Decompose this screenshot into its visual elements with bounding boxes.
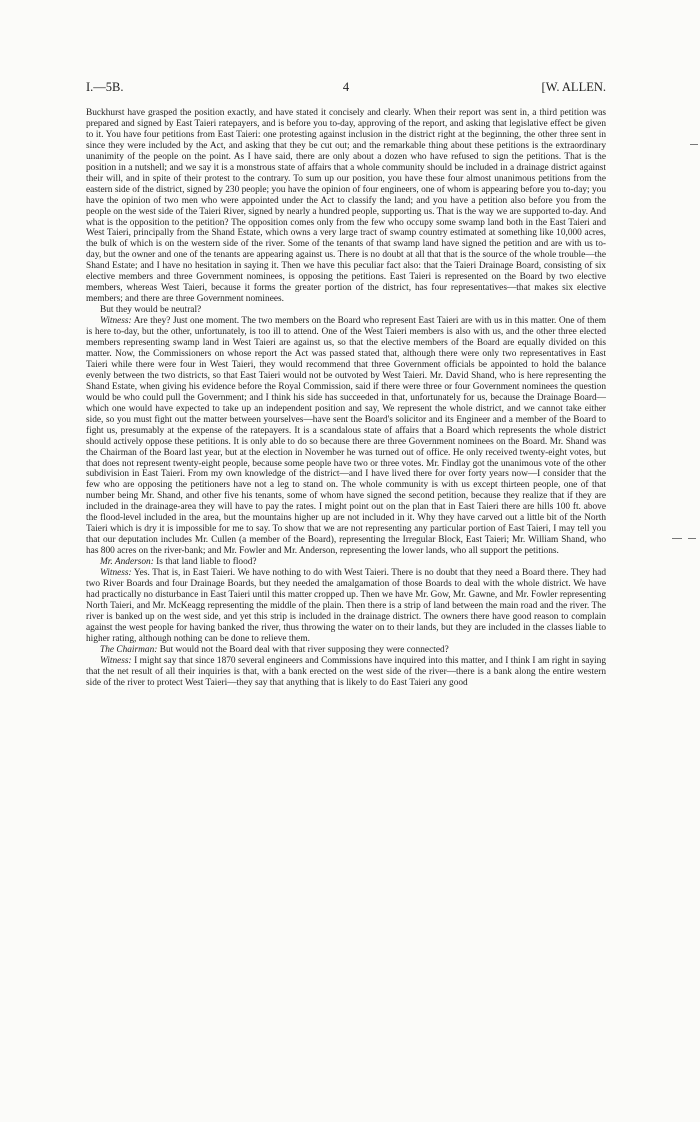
margin-mark xyxy=(672,538,682,539)
paragraph-text: Buckhurst have grasped the position exactly, and have stated it concisely and clearly. When their report was sent in, a third petition was prepared and signed by East Taieri ratepayers, and is before you to-day, approving of the report, and asking that legislative effect be given to it. You have four petitions from East Taieri: one protesting against inclusion in the district right at the beginning, the other three sent in since they were included by the Act, and asking that they be cut out; and the remarkable thing about these petitions is the extraordinary unanimity of the people on the point. As I have said, there are only about a dozen who have refused to sign the petitions. That is the position in a nutshell; and we say it is a monstrous state of affairs that a whole community should be included in a drainage district against their will, and in spite of their protest to the contrary. To sum up our position, you have these four almost unanimous petitions from the eastern side of the district, signed by 230 people; you have the opinion of four engineers, one of whom is appearing before you to-day; you have the opinion of two men who were appointed under the Act to classify the land; and you have a petition also before you from the people on the west side of the Taieri River, signed by nearly a hundred people, supporting us. That is the way we are supported to-day. And what is the opposition to the petition? The opposition comes only from the few who occupy some swamp land both in the East Taieri and West Taieri, principally from the Shand Estate, which owns a very large tract of swamp country estimated at something like 10,000 acres, the bulk of which is on the western side of the river. Some of the tenants of that swamp land have signed the petition and are with us to-day, but the owner and one of the tenants are appearing against us. There is no doubt at all that that is the source of the whole trouble—the Shand Estate; and I have no hesitation in saying it. Then we have this peculiar fact also: that the Taieri Drainage Board, consisting of six elective members and three Government nominees, is opposing the petitions. East Taieri is represented on the Board by two elective members, whereas West Taieri, because it forms the greater portion of the district, has four representatives—that makes six elective members; and there are three Government nominees. xyxy=(86,108,606,305)
document-body xyxy=(86,108,606,689)
paragraph-text: Are they? Just one moment. The two members on the Board who represent East Taieri are with us in this matter. One of them is here to-day, but the other, unfortunately, is too ill to attend. One of the West Taieri members is also with us, and the other three elected members representing swamp land in West Taieri are against us, so that the elective members of the Board are equally divided on this matter. Now, the Commissioners on whose report the Act was passed stated that, although there were only two representatives in East Taieri while there were four in West Taieri, they would recommend that three Government officials be appointed to hold the balance evenly between the two districts, so that East Taieri would not be outvoted by West Taieri. Mr. David Shand, who is here representing the Shand Estate, when giving his evidence before the Royal Commission, said if there were three or four Government nominees the question would be who could pull the Government; and I think his side has succeeded in that, unfortunately for us, because the Drainage Board—which one would have expected to take up an independent position and say, We represent the whole district, and we cannot take either side, so you must fight out the matter between yourselves—have sent the Board's solicitor and its Engineer and a member of the Board to fight us, presumably at the expense of the ratepayers. It is a scandalous state of affairs that a Board which represents the whole district should actively oppose these petitions. It is only able to do so because there are three Government nominees on the Board. Mr. Shand was the Chairman of the Board last year, but at the election in November he was turned out of office. He only received twenty-eight votes, but that does not represent twenty-eight people, because some people have two or three votes. Mr. Findlay got the unanimous vote of the other subdivision in East Taieri. From my own knowledge of the district—and I have lived there for over forty years now—I consider that the few who are opposing the petitioners have not a leg to stand on. The whole community is with us except thirteen people, one of that number being Mr. Shand, and other five his tenants, some of whom have signed the second petition, because they realize that if they are included in the drainage-area they will have to pay the rates. I might point out on the plan that in East Taieri there are hills 100 ft. above the flood-level included in the area, but the mountains higher up are not included in it. Why they have carved out a little bit of the North Taieri which is dry it is impossible for me to say. To show that we are not representing any particular portion of East Taieri, I may tell you that our deputation includes Mr. Cullen (a member of the Board), representing the Irregular Block, East Taieri; Mr. William Shand, who has 800 acres on the river-bank; and Mr. Fowler and Mr. Anderson, representing the lower lands, who all support the petitions. xyxy=(86,316,606,557)
paragraph-text: But they would be neutral? xyxy=(100,305,202,316)
paragraph xyxy=(86,316,606,557)
speaker-label: The Chairman: xyxy=(100,644,158,655)
paragraph xyxy=(86,108,606,305)
page-number: 4 xyxy=(342,80,350,94)
paragraph xyxy=(86,656,606,689)
page-header xyxy=(86,80,606,98)
paragraph-text: Yes. That is, in East Taieri. We have nothing to do with West Taieri. There is no doubt that they need a Board there. They had two River Boards and four Drainage Boards, but they needed the amalgamation of those Boards to deal with the whole district. We have had practically no disturbance in East Taieri until this matter cropped up. Then we have Mr. Gow, Mr. Gawne, and Mr. Fowler representing North Taieri, and Mr. McKeagg representing the middle of the plain. Then there is a strip of land between the main road and the river. The river is banked up on the west side, and yet this strip is included in the drainage district. The owners there have good reason to complain against the west people for having banked the river, thus throwing the water on to their lands, but they are included in the classes liable to higher rating, although nothing can be done to relieve them. xyxy=(86,568,606,644)
paragraph xyxy=(86,305,606,316)
paragraph-text: Is that land liable to flood? xyxy=(156,557,257,568)
paragraph-text: I might say that since 1870 several engineers and Commissions have inquired into this matter, and I think I am right in saying that the net result of all their inquiries is that, with a bank erected on the west side of the river—there is a bank along the entire western side of the river to protect West Taieri—they say that anything that is likely to do East Taieri any good xyxy=(86,655,607,688)
speaker-label: Witness: xyxy=(100,568,132,579)
paragraph xyxy=(86,645,606,656)
document-reference: I.—5B. xyxy=(86,80,124,94)
speaker-label: Witness: xyxy=(100,316,132,327)
paragraph xyxy=(86,557,606,568)
margin-mark xyxy=(690,144,698,145)
margin-mark xyxy=(688,538,696,539)
witness-name: [W. ALLEN. xyxy=(541,80,606,94)
paragraph xyxy=(86,568,606,645)
paragraph-text: But would not the Board deal with that river supposing they were connected? xyxy=(159,644,449,655)
speaker-label: Mr. Anderson: xyxy=(100,557,154,568)
speaker-label: Witness: xyxy=(100,655,132,666)
